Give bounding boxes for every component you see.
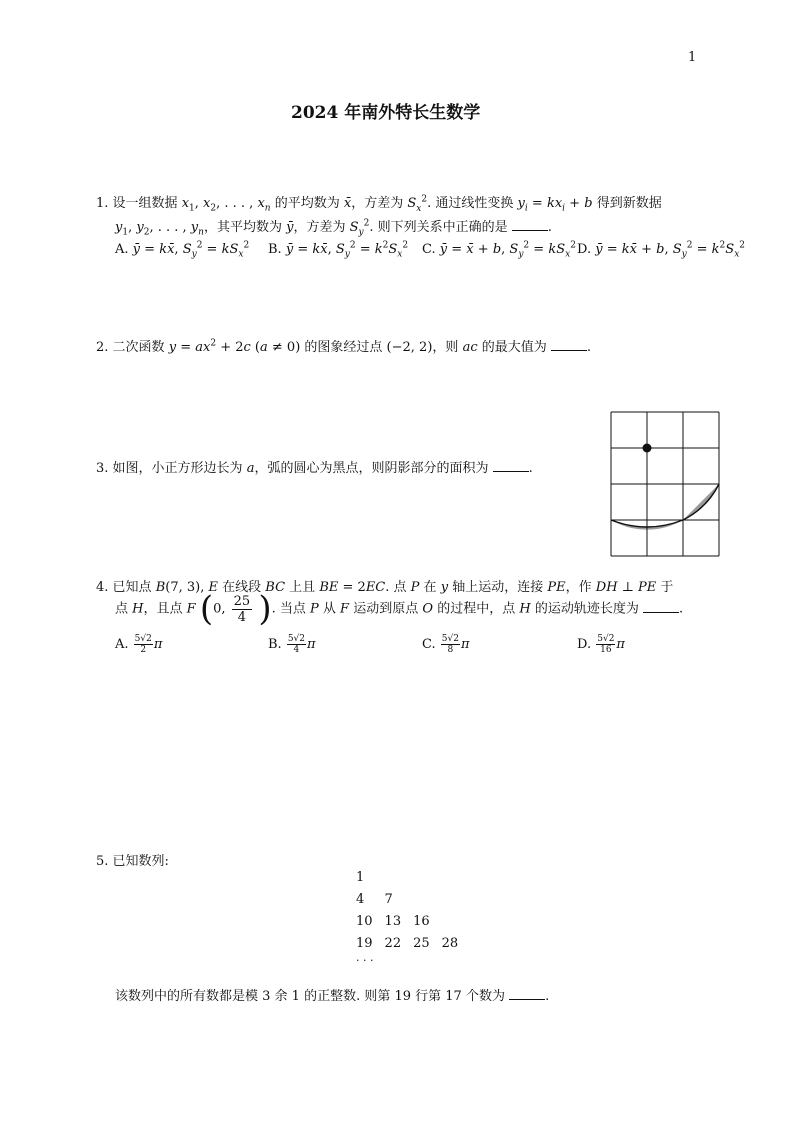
q1-line1: 1. 设一组数据 $x_1$, $x_2$, . . . , $x_n$ 的平均数为 x̄，方差为 $S_x^2$. 通过线性变换 $y_i = kx_i + b$ 得到新数据 xyxy=(96,194,662,214)
q5-number: 5. xyxy=(96,854,109,869)
q1-option-c[interactable]: C. ȳ = x̄ + b, $S_y^2 = kS_x^2$ xyxy=(422,240,576,260)
q1-line2: $y_1$, $y_2$, . . . , $y_n$，其平均数为 ȳ，方差为 $S_y^2$. 则下列关系中正确的是 . xyxy=(115,218,552,238)
q3-figure xyxy=(603,404,727,560)
circle-arc xyxy=(611,484,719,527)
q4-option-a[interactable]: A. $\frac{5√2}{2}$ π xyxy=(115,634,163,655)
number-triangle xyxy=(356,866,470,954)
q1-number: 1. xyxy=(96,196,109,211)
arc-center-dot xyxy=(643,444,652,453)
q1-option-a[interactable]: A. ȳ = kx̄, $S_y^2 = kS_x^2$ xyxy=(115,240,250,260)
seq-row-1: 1 xyxy=(356,869,365,885)
q1-answer-blank[interactable] xyxy=(512,220,548,231)
seq-row-3: 10 13 16 xyxy=(356,913,430,929)
shaded-region-right xyxy=(683,484,719,520)
q4-number: 4. xyxy=(96,580,109,595)
seq-ellipsis: · · · xyxy=(356,954,374,967)
page-title: 2024 年南外特长生数学 xyxy=(291,103,481,123)
q5-intro: 5. 已知数列: xyxy=(96,854,169,869)
q3-number: 3. xyxy=(96,461,109,476)
page-number: 1 xyxy=(688,50,697,65)
q1-option-b[interactable]: B. ȳ = kx̄, $S_y^2 = k^2S_x^2$ xyxy=(268,240,409,260)
q2-number: 2. xyxy=(96,340,109,355)
seq-row-2: 4 7 xyxy=(356,891,393,907)
q4-option-d[interactable]: D. $\frac{5√2}{16}$ π xyxy=(577,634,625,655)
q4-option-c[interactable]: C. $\frac{5√2}{8}$ π xyxy=(422,634,470,655)
q3-answer-blank[interactable] xyxy=(493,461,529,472)
question-3: 3. 如图，小正方形边长为 a，弧的圆心为黑点，则阴影部分的面积为 . xyxy=(96,461,533,476)
q4-option-b[interactable]: B. $\frac{5√2}{4}$ π xyxy=(268,634,316,655)
q5-question: 该数列中的所有数都是模 3 余 1 的正整数. 则第 19 行第 17 个数为 . xyxy=(115,989,550,1004)
seq-row-4: 19 22 25 28 xyxy=(356,935,459,951)
q5-answer-blank[interactable] xyxy=(509,989,545,1000)
q2-answer-blank[interactable] xyxy=(551,340,587,351)
q4-line2: 点 H，且点 F (0, $\frac{25}{4}$ ). 当点 P 从 F 运动到原点 O 的过程中，点 H 的运动轨迹长度为 . xyxy=(115,589,684,629)
q1-option-d[interactable]: D. ȳ = kx̄ + b, $S_y^2 = k^2S_x^2$ xyxy=(577,240,745,260)
q4-answer-blank[interactable] xyxy=(643,602,679,613)
grid xyxy=(611,412,719,556)
question-2: 2. 二次函数 $y = ax^2 + 2c$ (a ≠ 0) 的图象经过点 (−2, 2)，则 ac 的最大值为 . xyxy=(96,338,592,355)
q4-line1: 4. 已知点 B(7, 3), E 在线段 BC 上且 BE = 2EC. 点 P 在 y 轴上运动，连接 PE，作 DH ⊥ PE 于 xyxy=(96,580,674,595)
